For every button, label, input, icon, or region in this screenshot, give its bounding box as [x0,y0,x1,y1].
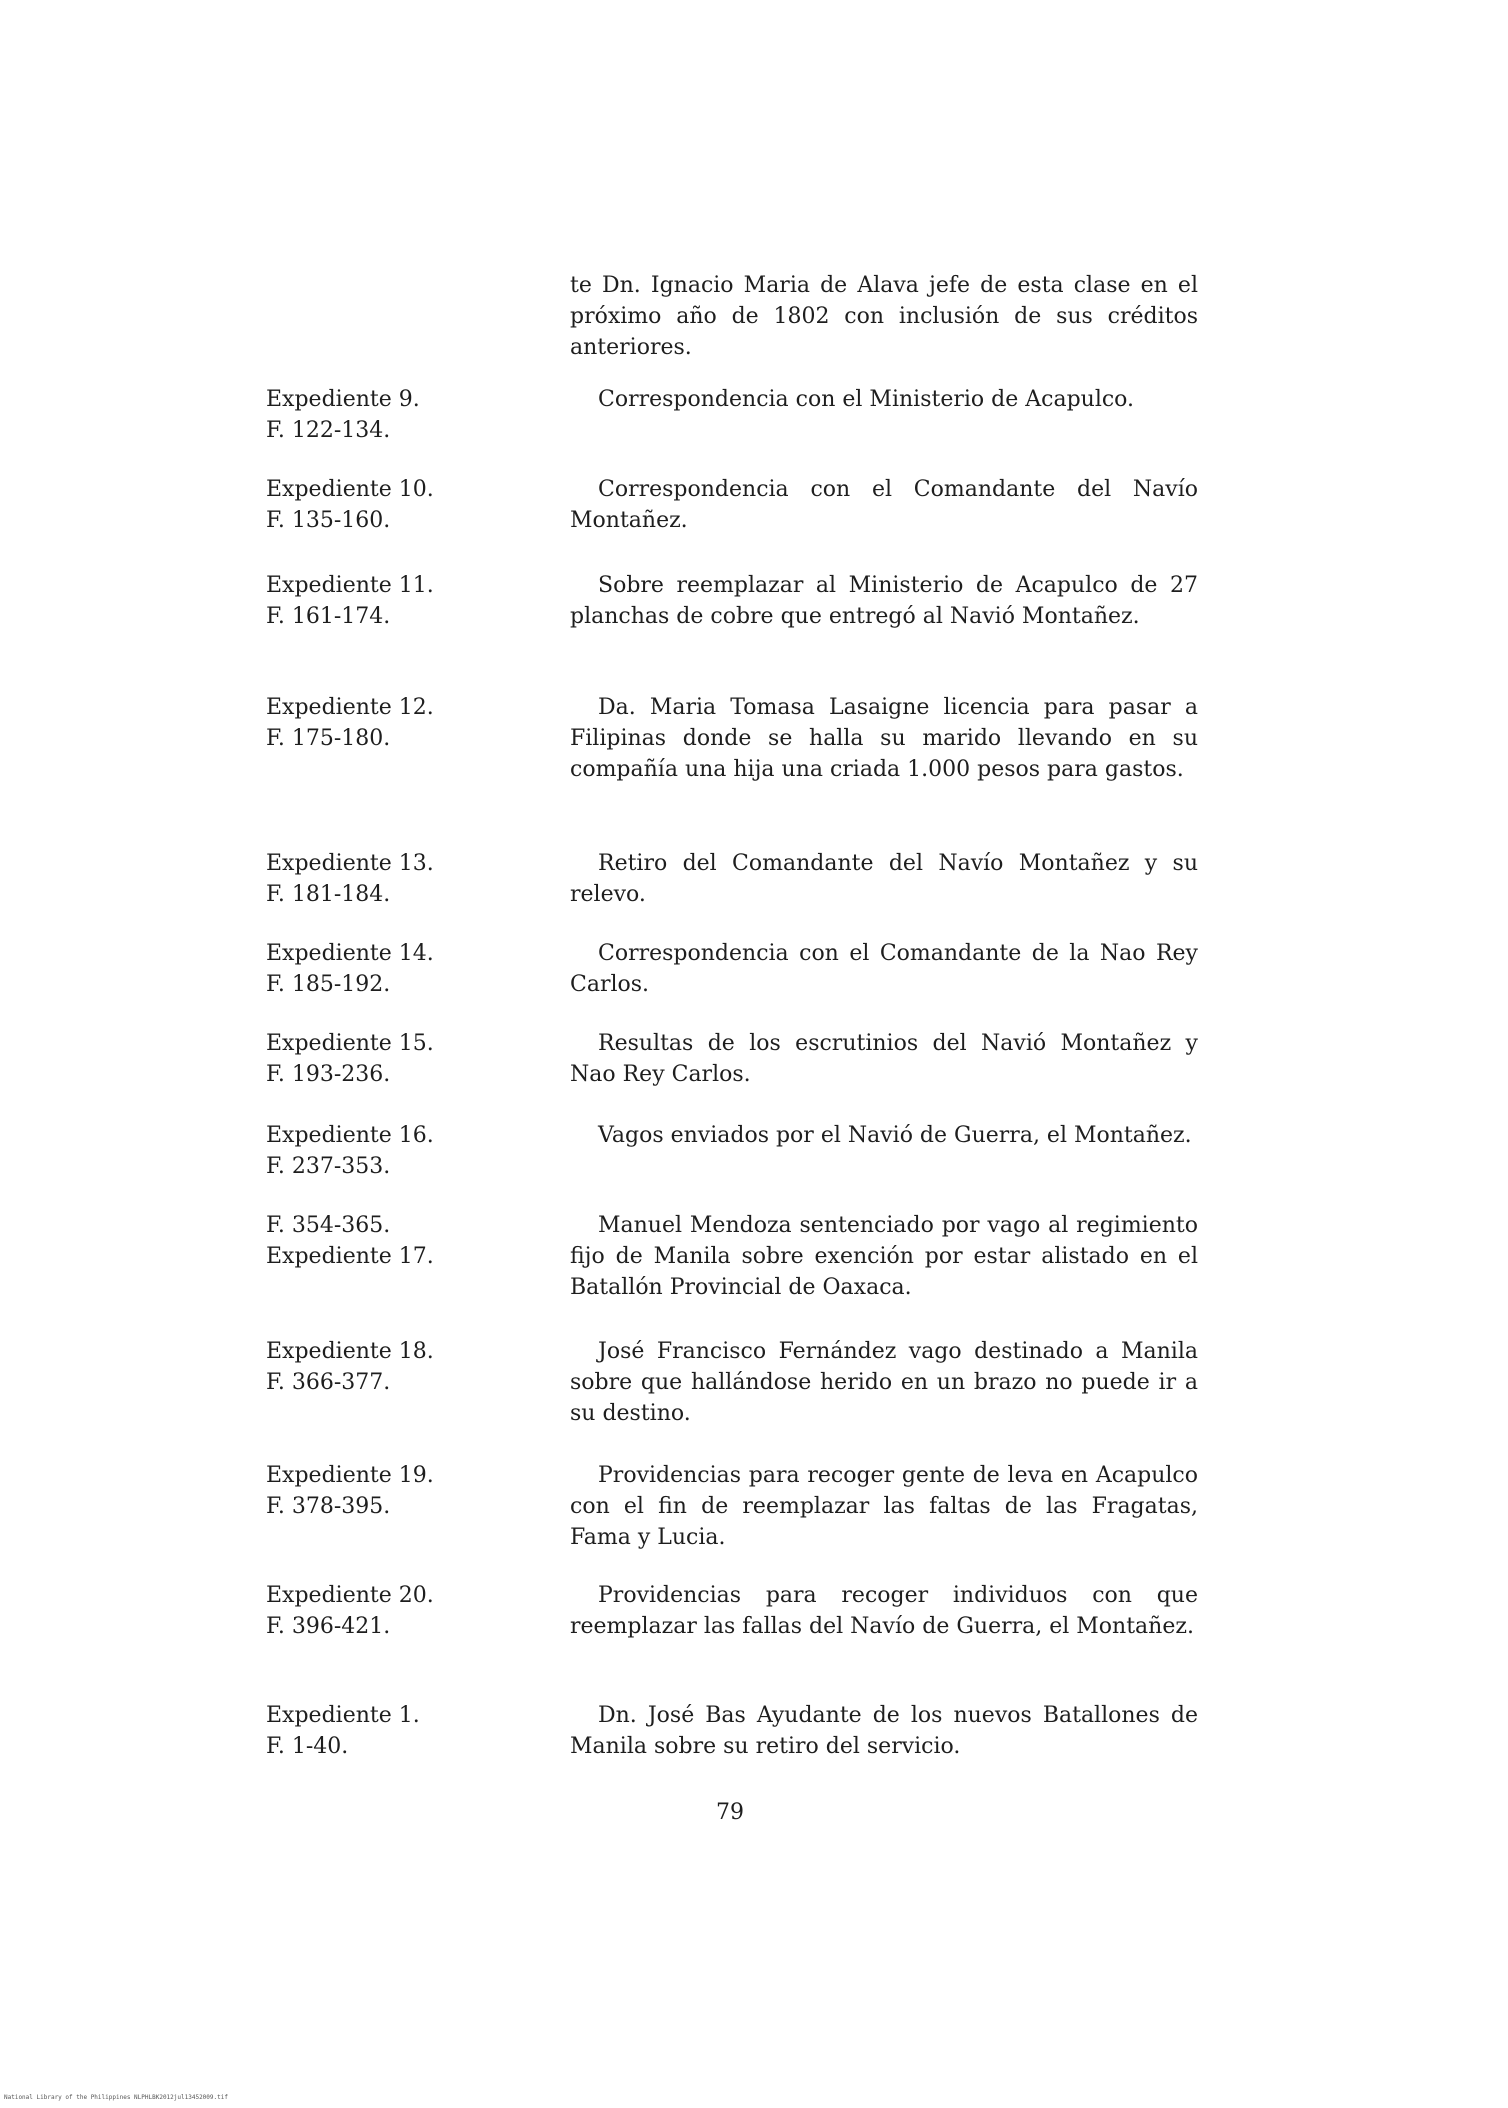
ref-line-1: Expediente 15. [266,1031,434,1056]
intro-text: te Dn. Ignacio Maria de Alava jefe de esta clase en el próximo año de 1802 con inclusión de sus créditos anteriores. [570,273,1198,360]
ref-line-1: F. 354-365. [266,1213,391,1238]
entry-ref [266,848,466,910]
entry-ref [266,1580,466,1642]
ref-line-1: Expediente 20. [266,1583,434,1608]
ref-line-1: Expediente 12. [266,695,434,720]
page-number: 79 [716,1800,744,1825]
ref-line-2: F. 181-184. [266,882,391,907]
entry-description: Resultas de los escrutinios del Navió Montañez y Nao Rey Carlos. [570,1031,1198,1087]
ref-line-2: F. 366-377. [266,1370,391,1395]
entry-description: Providencias para recoger gente de leva en Acapulco con el fin de reemplazar las faltas de las Fragatas, Fama y Lucia. [570,1463,1198,1550]
entry-description: José Francisco Fernández vago destinado a Manila sobre que hallándose herido en un brazo no puede ir a su destino. [570,1339,1198,1426]
entry-ref [266,1336,466,1398]
entry-description: Correspondencia con el Comandante del Navío Montañez. [570,477,1198,533]
ref-line-1: Expediente 9. [266,387,420,412]
entry-ref [266,938,466,1000]
ref-line-1: Expediente 14. [266,941,434,966]
scan-footer: National Library of the Philippines NLPHLBK2012jul13452009.tif [4,2094,228,2101]
entry-ref [266,1700,466,1762]
entry-description: Sobre reemplazar al Ministerio de Acapulco de 27 planchas de cobre que entregó al Navió Montañez. [570,573,1198,629]
ref-line-2: F. 135-160. [266,508,391,533]
ref-line-2: F. 161-174. [266,604,391,629]
ref-line-2: F. 237-353. [266,1154,391,1179]
ref-line-2: F. 396-421. [266,1614,391,1639]
ref-line-1: Expediente 19. [266,1463,434,1488]
ref-line-1: Expediente 18. [266,1339,434,1364]
entry-ref [266,384,466,446]
entry-description: Correspondencia con el Ministerio de Acapulco. [598,387,1135,412]
entry-description: Vagos enviados por el Navió de Guerra, el Montañez. [598,1123,1192,1148]
entry-ref [266,1028,466,1090]
ref-line-1: Expediente 13. [266,851,434,876]
entry-ref [266,1460,466,1522]
entry-description: Dn. José Bas Ayudante de los nuevos Batallones de Manila sobre su retiro del servicio. [570,1703,1198,1759]
ref-line-2: F. 185-192. [266,972,391,997]
entry-ref [266,692,466,754]
entry-description: Da. Maria Tomasa Lasaigne licencia para pasar a Filipinas donde se halla su marido llevando en su compañía una hija una criada 1.000 pesos para gastos. [570,695,1198,782]
entry-ref [266,474,466,536]
entry-description: Manuel Mendoza sentenciado por vago al regimiento fijo de Manila sobre exención por estar alistado en el Batallón Provincial de Oaxaca. [570,1213,1198,1300]
ref-line-1: Expediente 16. [266,1123,434,1148]
ref-line-2: F. 378-395. [266,1494,391,1519]
entry-description: Retiro del Comandante del Navío Montañez y su relevo. [570,851,1198,907]
ref-line-2: F. 1-40. [266,1734,349,1759]
entry-description: Providencias para recoger individuos con que reemplazar las fallas del Navío de Guerra, el Montañez. [570,1583,1198,1639]
ref-line-2: F. 122-134. [266,418,391,443]
ref-line-1: Expediente 11. [266,573,434,598]
ref-line-2: F. 193-236. [266,1062,391,1087]
ref-line-1: Expediente 1. [266,1703,420,1728]
ref-line-1: Expediente 10. [266,477,434,502]
entry-ref [266,1120,466,1182]
entry-description: Correspondencia con el Comandante de la Nao Rey Carlos. [570,941,1198,997]
ref-line-2: F. 175-180. [266,726,391,751]
entry-ref [266,570,466,632]
ref-line-2: Expediente 17. [266,1244,434,1269]
entry-ref [266,1210,466,1272]
